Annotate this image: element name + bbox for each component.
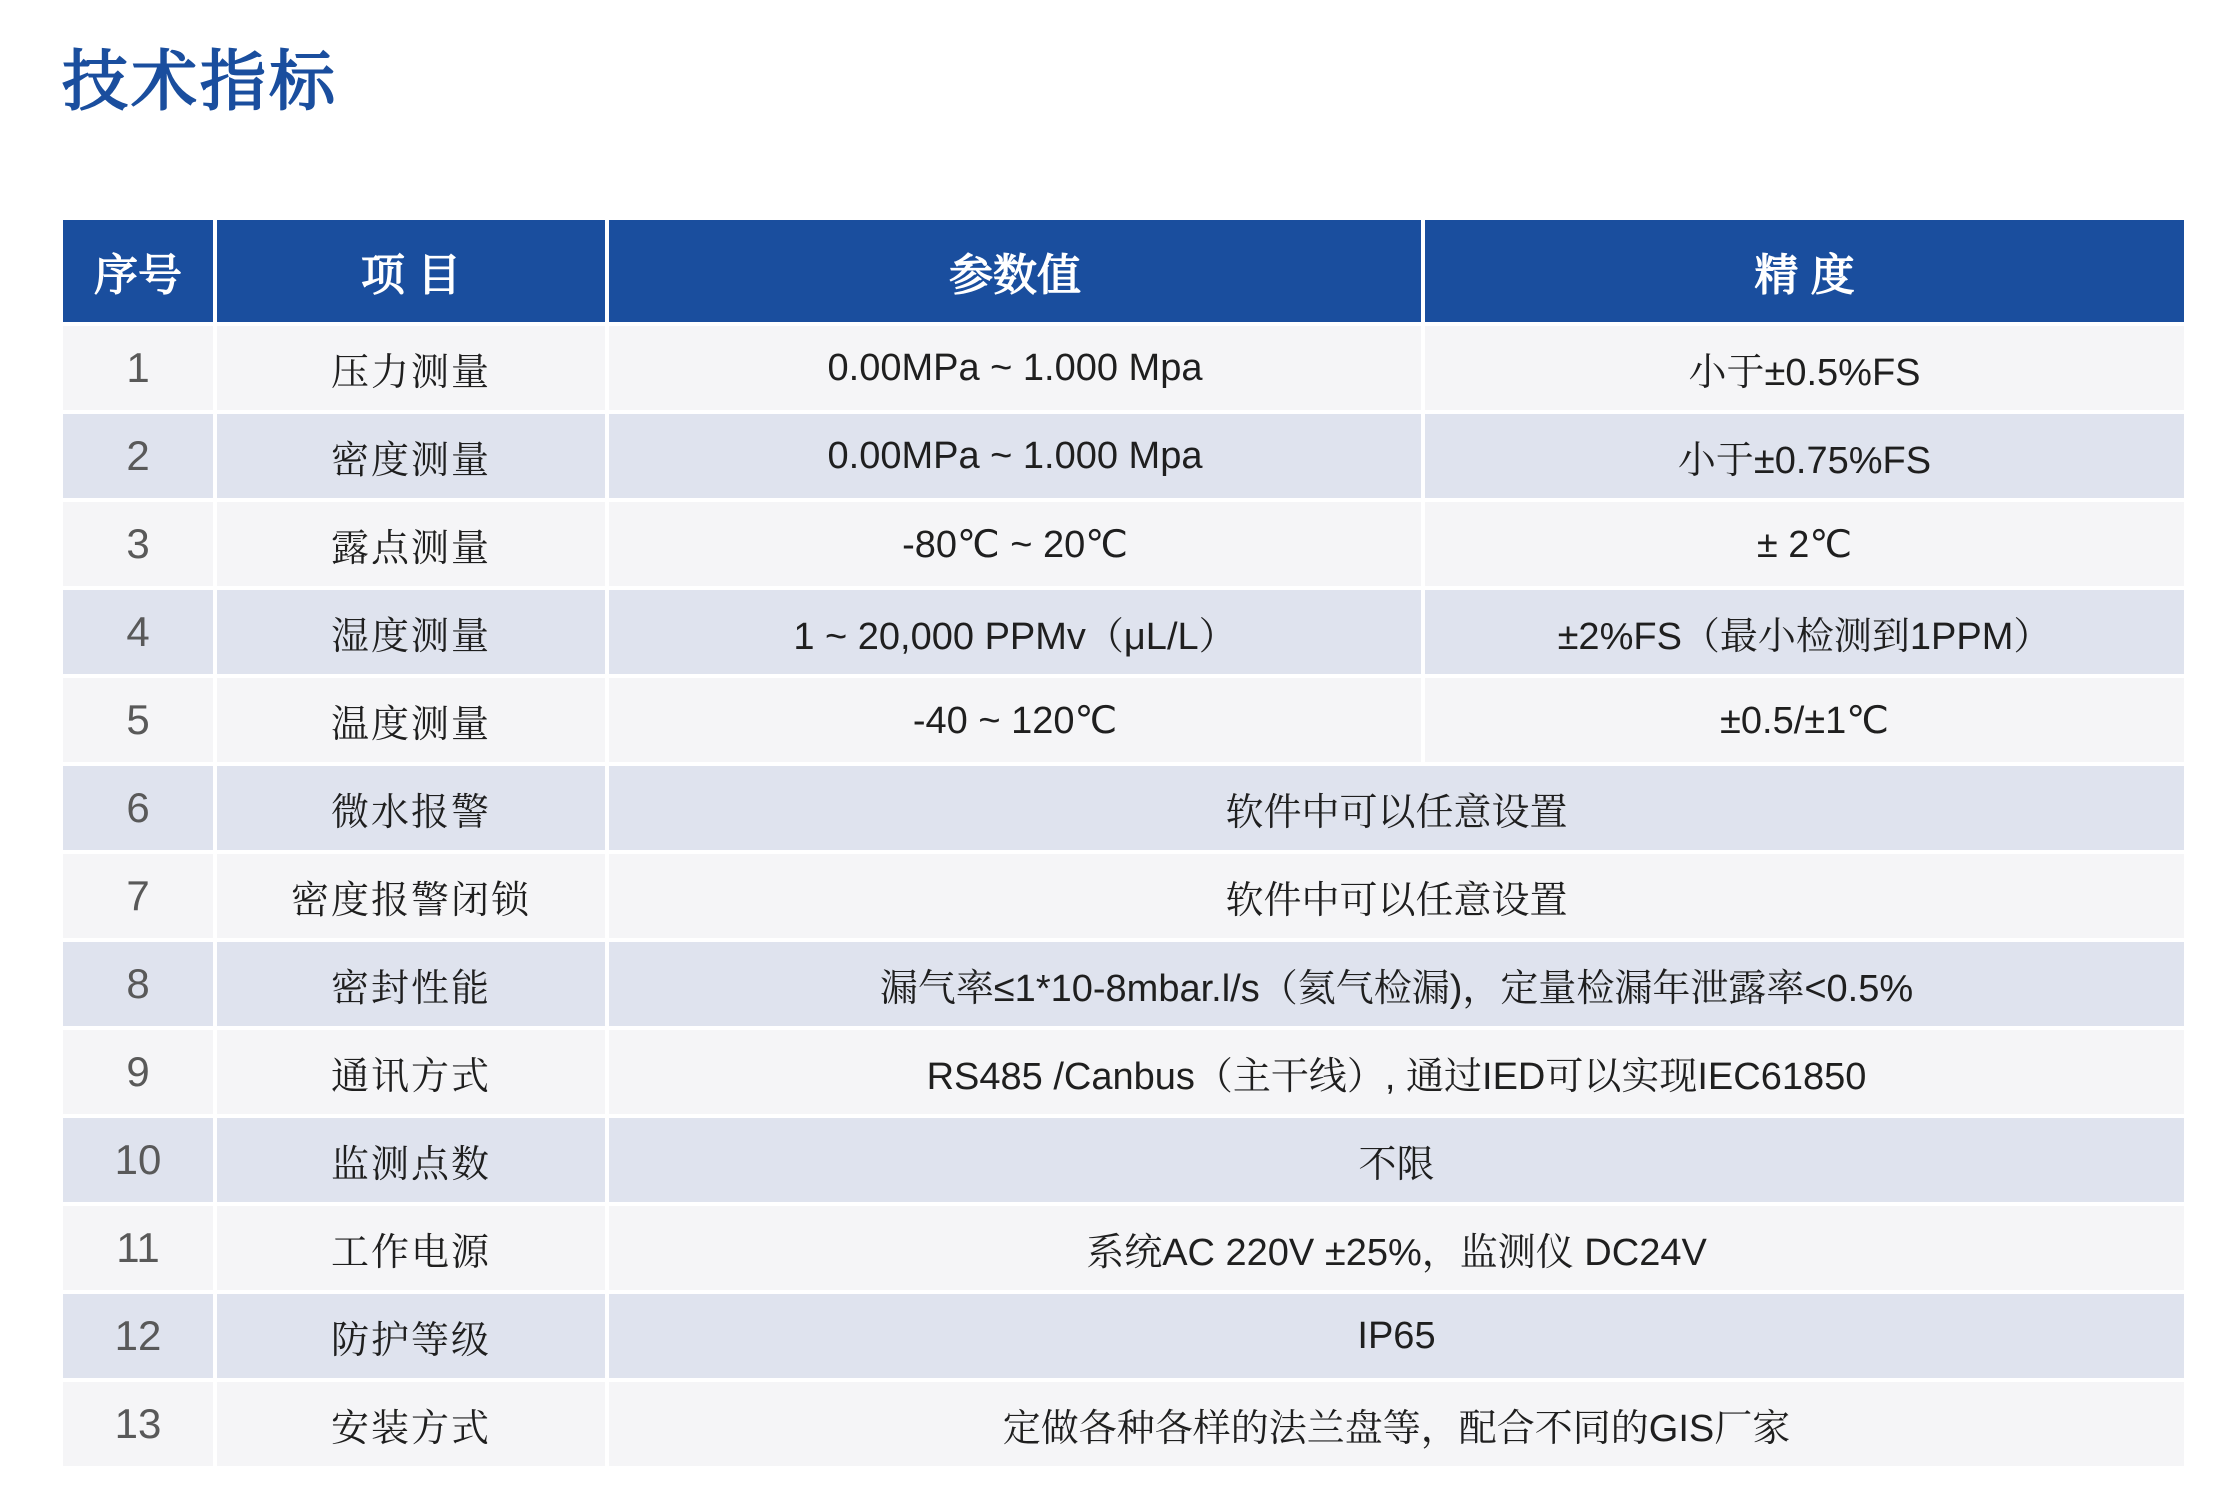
row-item: 湿度测量: [217, 590, 605, 674]
row-no: 11: [63, 1206, 213, 1290]
table-row: [63, 590, 2184, 674]
table-header-row: [63, 220, 2184, 322]
row-value: 不限: [609, 1118, 2184, 1202]
row-precision: 小于±0.75%FS: [1425, 414, 2184, 498]
row-value: 0.00MPa ~ 1.000 Mpa: [609, 326, 1421, 410]
row-no: 12: [63, 1294, 213, 1378]
row-value: IP65: [609, 1294, 2184, 1378]
row-item: 露点测量: [217, 502, 605, 586]
header-cell-value: 参数值: [609, 220, 1421, 322]
row-precision: ±0.5/±1℃: [1425, 678, 2184, 762]
header-cell-item: 项 目: [217, 220, 605, 322]
row-value: -40 ~ 120℃: [609, 678, 1421, 762]
row-no: 5: [63, 678, 213, 762]
table-row: [63, 1118, 2184, 1202]
spec-table: [59, 216, 2188, 1470]
table-row: [63, 502, 2184, 586]
row-no: 4: [63, 590, 213, 674]
table-row: [63, 678, 2184, 762]
row-item: 密度测量: [217, 414, 605, 498]
row-item: 压力测量: [217, 326, 605, 410]
row-value: 1 ~ 20,000 PPMv（μL/L）: [609, 590, 1421, 674]
row-no: 2: [63, 414, 213, 498]
page-title: 技术指标: [62, 44, 338, 118]
table-row: [63, 1206, 2184, 1290]
row-value: 系统AC 220V ±25%，监测仪 DC24V: [609, 1206, 2184, 1290]
row-precision: ± 2℃: [1425, 502, 2184, 586]
row-no: 9: [63, 1030, 213, 1114]
row-no: 7: [63, 854, 213, 938]
row-precision: ±2%FS（最小检测到1PPM）: [1425, 590, 2184, 674]
row-no: 8: [63, 942, 213, 1026]
table-row: [63, 766, 2184, 850]
row-item: 温度测量: [217, 678, 605, 762]
row-item: 防护等级: [217, 1294, 605, 1378]
row-no: 6: [63, 766, 213, 850]
row-item: 通讯方式: [217, 1030, 605, 1114]
row-value: 漏气率≤1*10-8mbar.l/s（氦气检漏)，定量检漏年泄露率<0.5%: [609, 942, 2184, 1026]
row-value: 软件中可以任意设置: [609, 854, 2184, 938]
header-cell-no: 序号: [63, 220, 213, 322]
row-item: 密度报警闭锁: [217, 854, 605, 938]
row-item: 密封性能: [217, 942, 605, 1026]
row-item: 工作电源: [217, 1206, 605, 1290]
row-precision: 小于±0.5%FS: [1425, 326, 2184, 410]
header-cell-precision: 精 度: [1425, 220, 2184, 322]
table-row: [63, 854, 2184, 938]
table-row: [63, 942, 2184, 1026]
row-value: 0.00MPa ~ 1.000 Mpa: [609, 414, 1421, 498]
row-no: 10: [63, 1118, 213, 1202]
table-row: [63, 414, 2184, 498]
row-value: -80℃ ~ 20℃: [609, 502, 1421, 586]
row-item: 微水报警: [217, 766, 605, 850]
table-row: [63, 1030, 2184, 1114]
row-no: 1: [63, 326, 213, 410]
row-value: RS485 /Canbus（主干线）, 通过IED可以实现IEC61850: [609, 1030, 2184, 1114]
table-row: [63, 1294, 2184, 1378]
table-row: [63, 1382, 2184, 1466]
row-value: 软件中可以任意设置: [609, 766, 2184, 850]
row-value: 定做各种各样的法兰盘等，配合不同的GIS厂家: [609, 1382, 2184, 1466]
row-item: 监测点数: [217, 1118, 605, 1202]
row-no: 13: [63, 1382, 213, 1466]
table-row: [63, 326, 2184, 410]
row-no: 3: [63, 502, 213, 586]
row-item: 安装方式: [217, 1382, 605, 1466]
